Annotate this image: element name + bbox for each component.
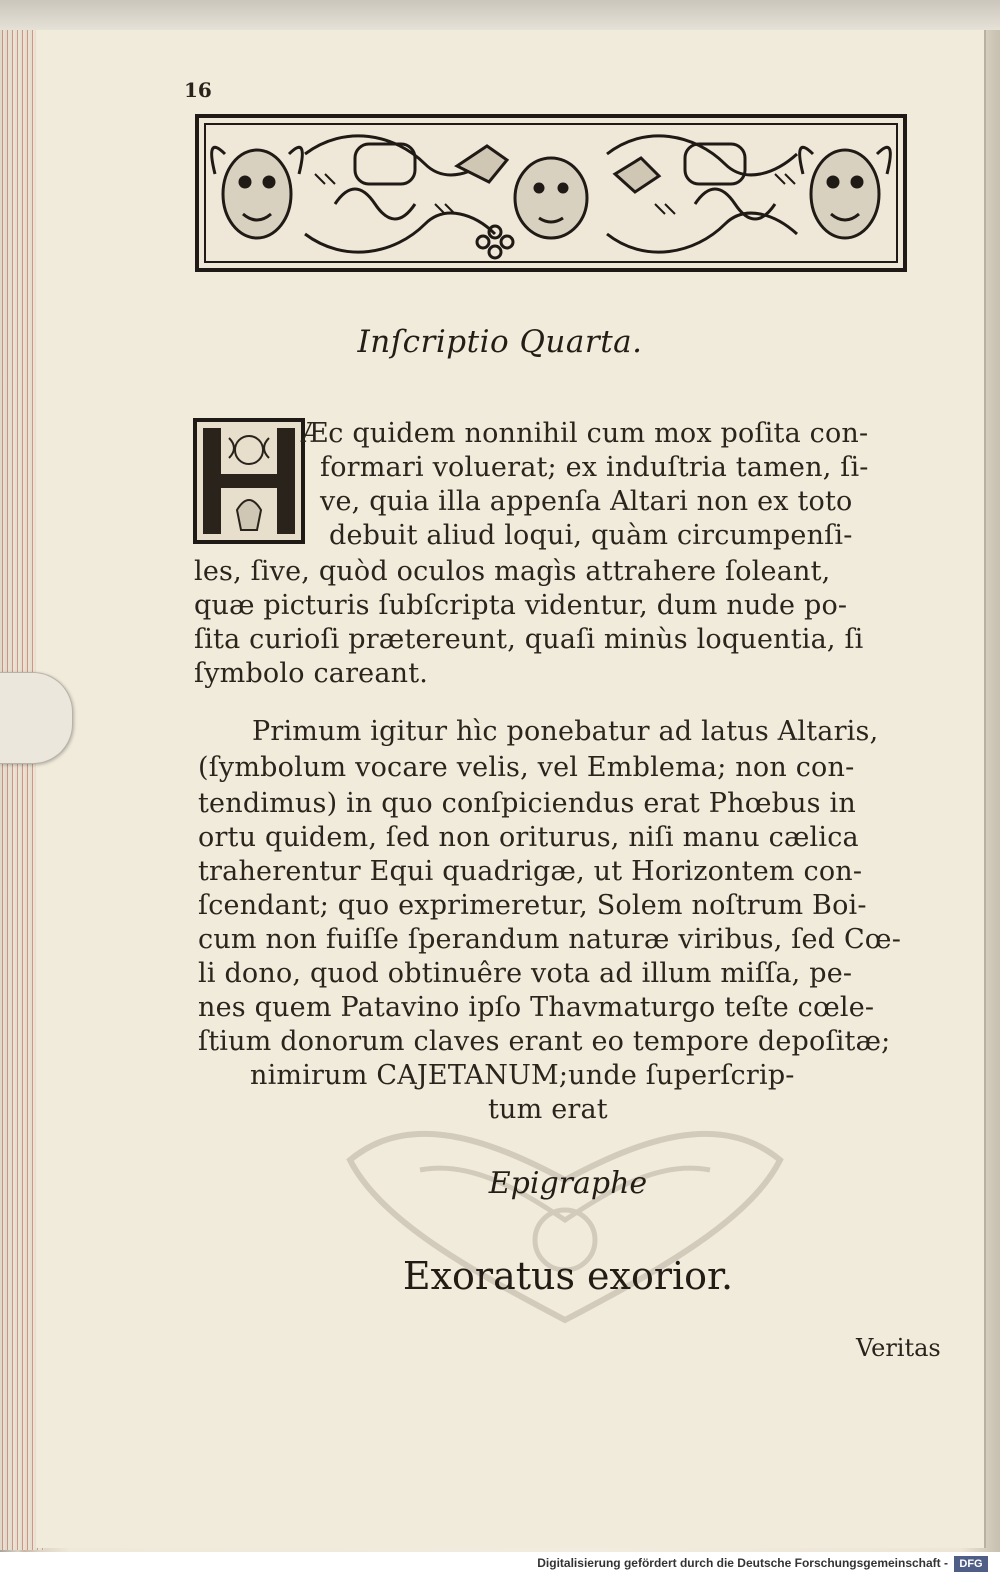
- woodcut-ornament-icon: [195, 114, 907, 272]
- paragraph1-line-8: ſymbolo careant.: [194, 658, 429, 689]
- page-number: 16: [184, 78, 212, 102]
- catchword: Veritas: [856, 1334, 941, 1362]
- paragraph2-line-1: Primum igitur hìc ponebatur ad latus Altaris,: [252, 716, 879, 747]
- paragraph2-line-12: tum erat: [488, 1094, 608, 1125]
- paragraph2-line-3: tendimus) in quo conſpiciendus erat Phœbus in: [198, 788, 856, 819]
- paragraph1-line-7: ſita curioſi prætereunt, quaſi minùs loquentia, ſi: [194, 624, 864, 655]
- decorated-initial-icon: [193, 418, 305, 544]
- footer-credit: Digitalisierung gefördert durch die Deutsche Forschungsgemeinschaft -: [537, 1556, 948, 1570]
- inscription-heading: Inſcriptio Quarta.: [357, 324, 643, 360]
- paragraph2-line-4: ortu quidem, ſed non oriturus, niſi manu cælica: [198, 822, 859, 853]
- paragraph2-line-2: (ſymbolum vocare velis, vel Emblema; non con-: [198, 752, 855, 783]
- paper-tab: [0, 672, 73, 764]
- paragraph2-line-8: li dono, quod obtinuêre vota ad illum miſſa, pe-: [198, 958, 853, 989]
- motto-text: Exoratus exorior.: [402, 1254, 734, 1298]
- dfg-logo-icon: DFG: [954, 1556, 988, 1572]
- paragraph2-line-7: cum non fuiſſe ſperandum naturæ viribus, ſed Cœ-: [198, 924, 902, 955]
- paragraph2-line-10: ſtium donorum claves erant eo tempore depoſitæ;: [198, 1026, 891, 1057]
- paragraph1-line-1: Æc quidem nonnihil cum mox poſita con-: [301, 418, 869, 449]
- paragraph1-line-6: quæ picturis ſubſcripta videntur, dum nude po-: [194, 590, 848, 621]
- paragraph1-line-5: les, ſive, quòd oculos magìs attrahere ſoleant,: [194, 556, 831, 587]
- paragraph1-line-4: debuit aliud loqui, quàm circumpenſi-: [329, 520, 853, 551]
- scan-top-edge: [0, 0, 1000, 30]
- paragraph2-line-6: ſcendant; quo exprimeretur, Solem noſtrum Boi-: [198, 890, 867, 921]
- paragraph2-line-9: nes quem Patavino ipſo Thavmaturgo teſte cœle-: [198, 992, 875, 1023]
- epigraphe-label: Epigraphe: [488, 1166, 648, 1201]
- paragraph2-line-11: nimirum CAJETANUM;unde ſuperſcrip-: [250, 1060, 795, 1091]
- paragraph1-line-3: ve, quia illa appenſa Altari non ex toto: [320, 486, 853, 517]
- bleed-through-ornament: [330, 1100, 800, 1340]
- paragraph2-line-5: traherentur Equi quadrigæ, ut Horizontem con-: [198, 856, 863, 887]
- paragraph1-line-2: formari voluerat; ex induſtria tamen, ſi-: [320, 452, 869, 483]
